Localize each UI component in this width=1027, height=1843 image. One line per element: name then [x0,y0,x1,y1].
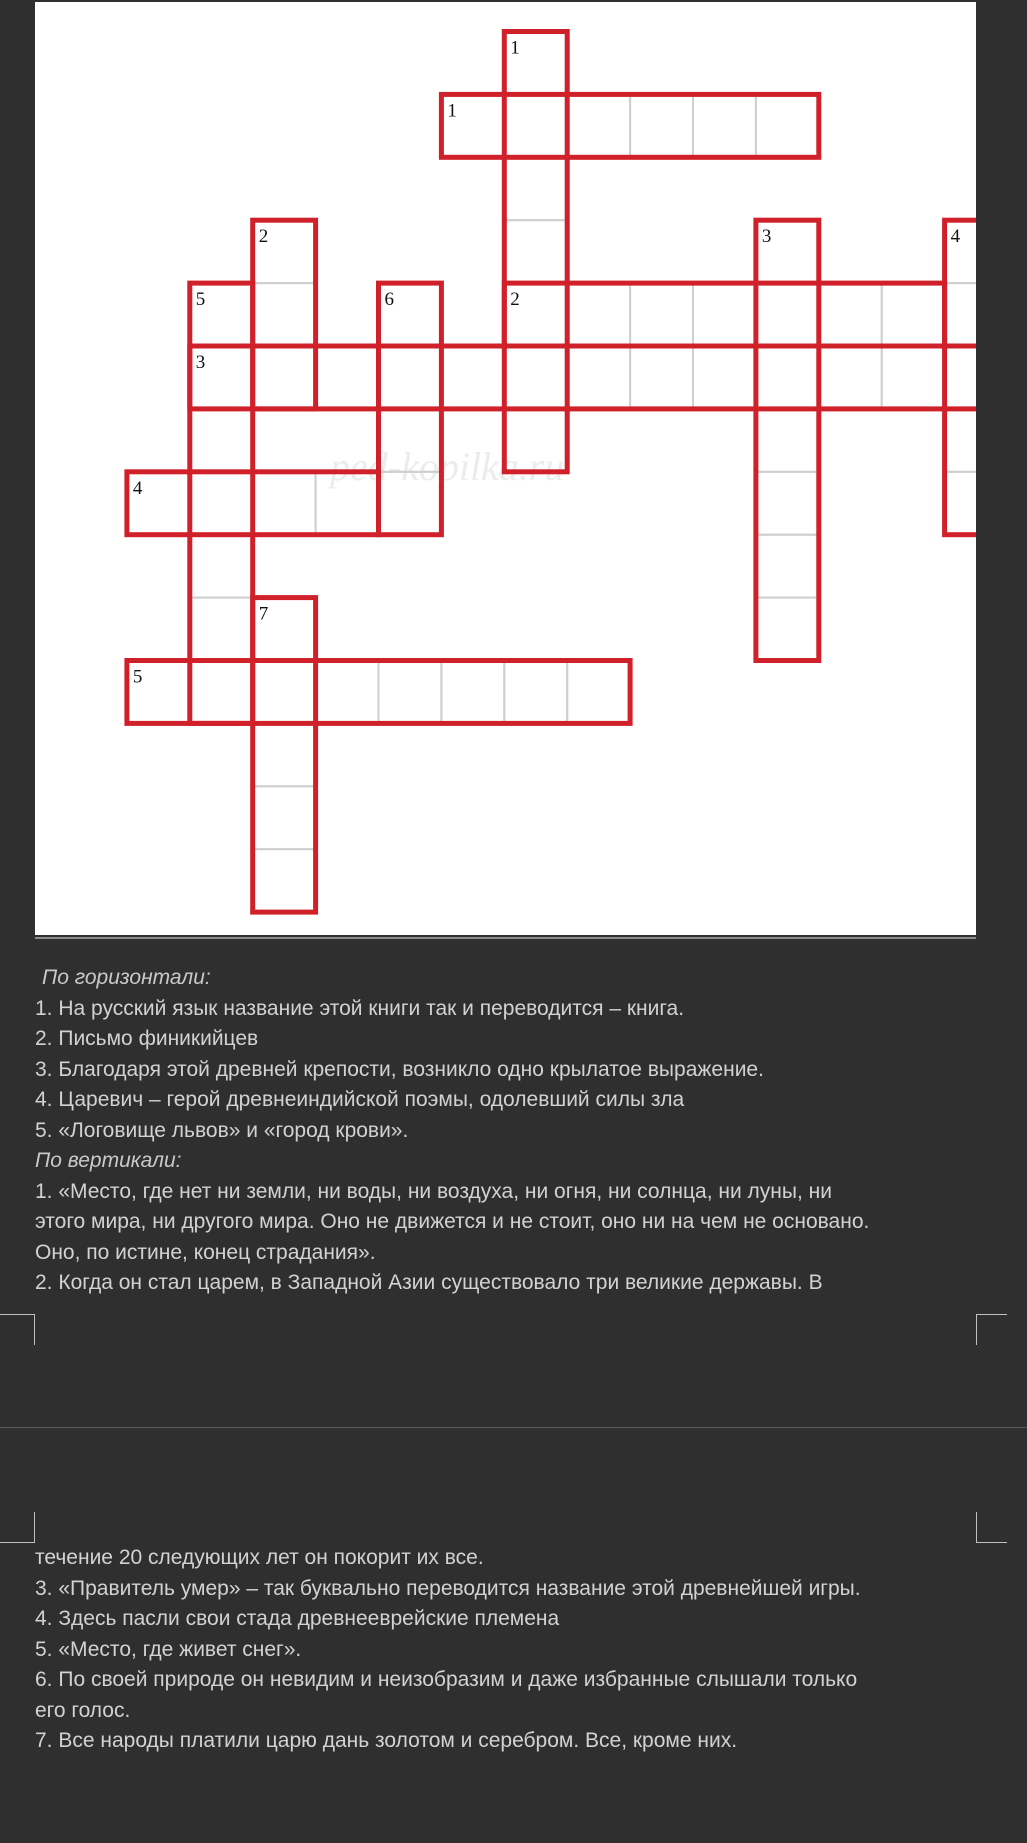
crossword-cell [441,346,504,409]
word-outline-across-2 [504,283,944,346]
divider [35,937,976,939]
crossword-cell [504,661,567,724]
word-outline-down-2 [253,220,316,409]
watermark-text: ped-kopilka.ru [330,444,565,489]
crossword-cell [504,94,567,157]
crossword-cell [379,661,442,724]
crossword-cell [316,346,379,409]
crossword-cell [253,661,316,724]
clue-down-3: 3. «Правитель умер» – так буквально переводится название этой древнейшей игры. [35,1576,861,1600]
crossword-cell [945,283,976,346]
crossword-cell [945,220,976,283]
page-corner-mark [0,1314,35,1345]
clue-across-3: 3. Благодаря этой древней крепости, возникло одно крылатое выражение. [35,1057,764,1081]
crossword-cell [567,94,630,157]
clue-down-5: 5. «Место, где живет снег». [35,1637,302,1661]
crossword-cell [253,723,316,786]
crossword-grid [35,2,976,935]
clue-across-4: 4. Царевич – герой древнеиндийской поэмы, одолевший силы зла [35,1088,685,1111]
cell-number-down-1: 1 [510,37,520,59]
clue-down-1-line-2: этого мира, ни другого мира. Оно не движется и не стоит, оно ни на чем не основано. [35,1210,870,1233]
crossword-cell [253,786,316,849]
cell-number-down-3: 3 [761,226,772,248]
crossword-cell [882,283,945,346]
clue-down-7: 7. Все народы платили царю дань золотом и серебром. Все, кроме них. [35,1729,738,1752]
clue-across-1: 1. На русский язык название этой книги так и переводится – книга. [35,996,685,1020]
crossword-cell [190,535,253,598]
crossword-cell [819,283,882,346]
crossword-cell [504,220,567,283]
crossword-cell [504,157,567,220]
crossword-cell [756,409,819,472]
crossword-cell [630,346,693,409]
cell-number-across-3: 3 [195,352,206,373]
cell-number-across-2: 2 [510,289,520,311]
crossword-cell [379,346,442,409]
clues-part-2 [35,1543,1010,1757]
clue-across-2: 2. Письмо финикийцев [35,1027,259,1050]
down-heading: По вертикали: [35,1149,182,1172]
crossword-cell [190,598,253,661]
word-outline-down-3 [756,220,819,660]
cell-number-down-5: 5 [195,289,206,311]
clue-down-6-line-1: 6. По своей природе он невидим и неизобразим и даже избранные слышали только [35,1668,858,1691]
crossword-cell [693,346,756,409]
clue-down-1-line-1: 1. «Место, где нет ни земли, ни воды, ни воздуха, ни огня, ни солнца, ни луны, ни [35,1179,832,1203]
cell-number-down-2: 2 [258,226,269,248]
page-break-line [0,1427,1027,1428]
cell-number-across-1: 1 [447,100,457,122]
clue-down-4: 4. Здесь пасли свои стада древнееврейские племена [35,1607,560,1630]
crossword-cell [253,849,316,912]
crossword-cell [316,661,379,724]
crossword-cell [693,94,756,157]
crossword-cell [882,346,945,409]
word-outline-down-7 [253,598,316,913]
crossword-cell [756,94,819,157]
crossword-cell [945,409,976,472]
clue-down-2-part-2: течение 20 следующих лет он покорит их все. [35,1546,484,1569]
crossword-cell [190,409,253,472]
crossword-cell [190,472,253,535]
crossword-image [35,2,976,935]
crossword-cell [756,472,819,535]
crossword-cell [819,346,882,409]
crossword-cell [756,283,819,346]
crossword-cell [756,346,819,409]
crossword-cell [567,346,630,409]
word-outline-down-5 [190,283,253,723]
crossword-cell [441,661,504,724]
cell-number-down-6: 6 [384,289,394,311]
page-corner-mark [976,1512,1007,1543]
crossword-cell [945,346,976,409]
word-outline-down-4 [945,220,976,535]
crossword-cell [504,346,567,409]
crossword-cell [756,598,819,661]
crossword-cell [567,661,630,724]
cell-number-down-4: 4 [950,226,961,248]
crossword-cell [253,283,316,346]
crossword-cell [630,94,693,157]
crossword-cell [253,346,316,409]
crossword-cell [190,661,253,724]
crossword-cell [567,283,630,346]
clue-down-6-line-2: его голос. [35,1698,131,1722]
across-heading: По горизонтали: [42,966,211,989]
crossword-cell [253,472,316,535]
page-corner-mark [976,1314,1007,1345]
word-outline-across-3 [190,346,976,409]
crossword-cell [945,472,976,535]
cell-number-across-4: 4 [132,477,143,499]
clue-across-5: 5. «Логовище львов» и «город крови». [35,1118,409,1142]
clues-part-1 [35,963,1010,1299]
cell-number-across-5: 5 [132,666,143,688]
word-outline-down-1 [504,32,567,472]
crossword-cell [630,283,693,346]
crossword-cell [756,535,819,598]
clue-down-1-line-3: Оно, по истине, конец страдания». [35,1240,376,1264]
cell-number-down-7: 7 [258,603,269,625]
clue-down-2-part-1: 2. Когда он стал царем, в Западной Азии существовало три великие державы. В [35,1271,823,1294]
page-corner-mark [0,1512,35,1543]
crossword-cell [693,283,756,346]
